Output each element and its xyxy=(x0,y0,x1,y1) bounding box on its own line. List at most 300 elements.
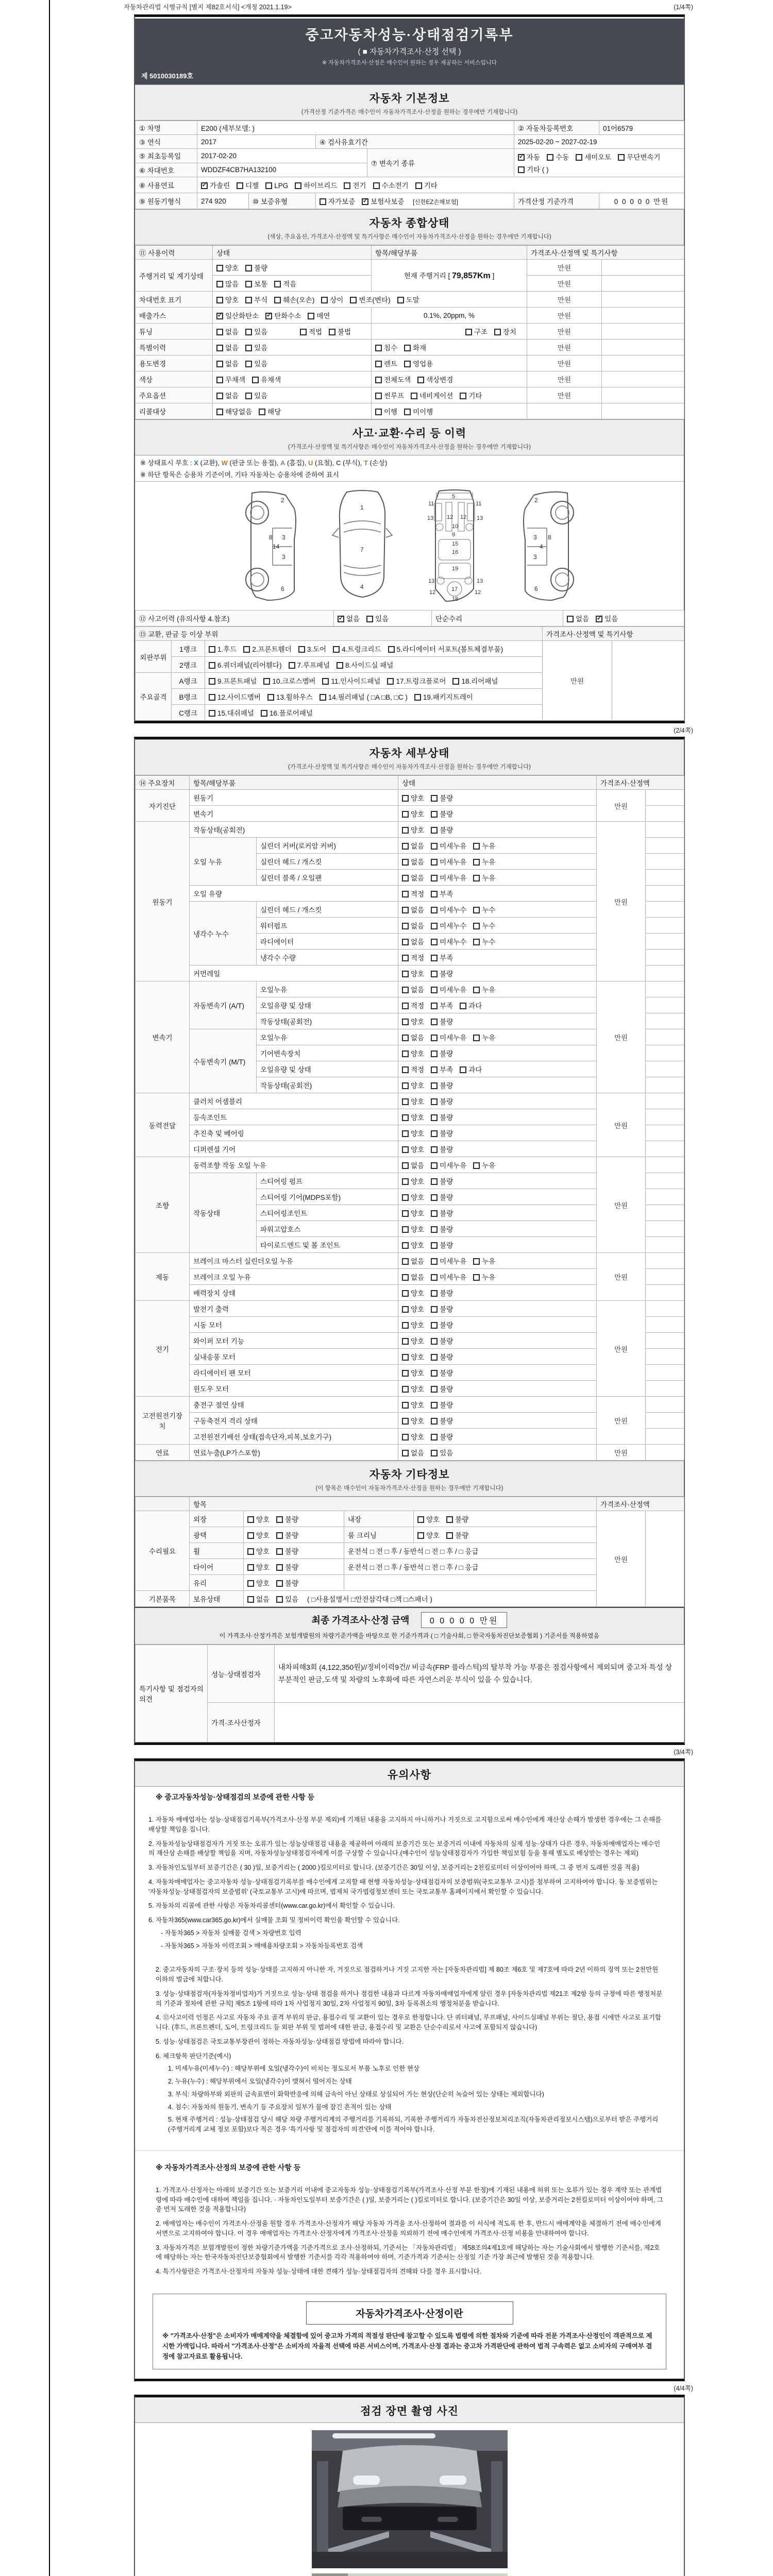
checkbox-option[interactable] xyxy=(460,1000,482,1010)
checkbox-icon[interactable] xyxy=(402,971,409,977)
checkbox-option[interactable] xyxy=(375,406,397,416)
checkbox-option[interactable] xyxy=(265,182,288,190)
checkbox-icon[interactable] xyxy=(337,662,343,669)
checkbox-option[interactable] xyxy=(259,406,281,416)
checkbox-option[interactable] xyxy=(375,374,411,384)
checkbox-icon[interactable] xyxy=(261,710,267,717)
checkbox-checked-icon[interactable] xyxy=(518,154,525,161)
checkbox-icon[interactable] xyxy=(247,1580,254,1587)
checkbox-icon[interactable] xyxy=(320,694,326,701)
checkbox-icon[interactable] xyxy=(402,1066,409,1073)
checkbox-option[interactable] xyxy=(402,1224,424,1234)
checkbox-option[interactable] xyxy=(375,342,397,352)
checkbox-icon[interactable] xyxy=(402,859,409,866)
checkbox-icon[interactable] xyxy=(245,265,252,272)
checkbox-option[interactable] xyxy=(337,659,393,670)
checkbox-option[interactable] xyxy=(431,1447,453,1458)
checkbox-option[interactable] xyxy=(387,675,446,686)
checkbox-icon[interactable] xyxy=(402,1098,409,1105)
checkbox-icon[interactable] xyxy=(252,377,259,383)
checkbox-option[interactable] xyxy=(431,792,453,803)
checkbox-icon[interactable] xyxy=(402,907,409,913)
checkbox-option[interactable] xyxy=(402,1319,424,1330)
checkbox-icon[interactable] xyxy=(216,393,223,399)
checkbox-option[interactable] xyxy=(431,1032,466,1042)
checkbox-icon[interactable] xyxy=(431,1098,438,1105)
checkbox-icon[interactable] xyxy=(460,1066,466,1073)
checkbox-icon[interactable] xyxy=(431,1258,438,1265)
checkbox-icon[interactable] xyxy=(431,891,438,897)
checkbox-icon[interactable] xyxy=(402,1306,409,1313)
checkbox-icon[interactable] xyxy=(259,409,265,415)
checkbox-option[interactable] xyxy=(431,1176,453,1186)
checkbox-option[interactable] xyxy=(274,294,314,304)
checkbox-option[interactable] xyxy=(431,1431,453,1442)
checkbox-icon[interactable] xyxy=(411,393,417,399)
checkbox-icon[interactable] xyxy=(473,859,480,866)
checkbox-option[interactable] xyxy=(209,707,254,718)
checkbox-checked-icon[interactable] xyxy=(216,313,223,319)
checkbox-icon[interactable] xyxy=(431,1130,438,1137)
checkbox-option[interactable] xyxy=(473,856,495,867)
checkbox-icon[interactable] xyxy=(245,361,252,367)
checkbox-option[interactable] xyxy=(276,1546,298,1556)
checkbox-icon[interactable] xyxy=(209,646,215,653)
checkbox-icon[interactable] xyxy=(402,1226,409,1233)
checkbox-icon[interactable] xyxy=(216,409,223,415)
checkbox-icon[interactable] xyxy=(216,329,223,335)
checkbox-option[interactable] xyxy=(243,643,291,654)
checkbox-option[interactable] xyxy=(216,310,259,320)
checkbox-option[interactable] xyxy=(276,1578,298,1588)
checkbox-option[interactable] xyxy=(431,1319,453,1330)
checkbox-option[interactable] xyxy=(402,1415,424,1426)
checkbox-icon[interactable] xyxy=(402,1322,409,1329)
checkbox-icon[interactable] xyxy=(431,1290,438,1297)
checkbox-option[interactable] xyxy=(402,1399,424,1410)
checkbox-icon[interactable] xyxy=(237,182,243,189)
checkbox-option[interactable] xyxy=(431,888,453,899)
checkbox-option[interactable] xyxy=(431,1096,453,1106)
checkbox-option[interactable] xyxy=(402,856,424,867)
checkbox-option[interactable] xyxy=(402,1080,424,1090)
checkbox-option[interactable] xyxy=(308,310,330,320)
checkbox-option[interactable] xyxy=(415,180,438,190)
checkbox-option[interactable] xyxy=(431,904,466,914)
checkbox-option[interactable] xyxy=(320,691,408,702)
checkbox-icon[interactable] xyxy=(404,409,411,415)
checkbox-icon[interactable] xyxy=(402,795,409,802)
checkbox-option[interactable] xyxy=(446,1530,468,1540)
checkbox-icon[interactable] xyxy=(265,182,272,189)
checkbox-icon[interactable] xyxy=(402,1450,409,1456)
checkbox-icon[interactable] xyxy=(431,1035,438,1041)
checkbox-icon[interactable] xyxy=(289,662,295,669)
checkbox-icon[interactable] xyxy=(576,154,582,161)
checkbox-option[interactable] xyxy=(402,1272,424,1282)
checkbox-option[interactable] xyxy=(265,310,301,320)
checkbox-icon[interactable] xyxy=(402,1050,409,1057)
checkbox-option[interactable] xyxy=(247,1562,270,1572)
checkbox-option[interactable] xyxy=(431,1192,453,1202)
checkbox-option[interactable] xyxy=(402,1303,424,1314)
checkbox-option[interactable] xyxy=(576,151,611,162)
checkbox-option[interactable] xyxy=(431,1048,453,1058)
checkbox-option[interactable] xyxy=(245,358,267,368)
checkbox-icon[interactable] xyxy=(300,329,307,335)
checkbox-icon[interactable] xyxy=(245,345,252,351)
checkbox-icon[interactable] xyxy=(247,1532,254,1539)
checkbox-option[interactable] xyxy=(417,1514,440,1524)
checkbox-option[interactable] xyxy=(402,888,424,899)
checkbox-option[interactable] xyxy=(402,952,424,962)
checkbox-option[interactable] xyxy=(402,1128,424,1138)
checkbox-icon[interactable] xyxy=(431,1066,438,1073)
checkbox-icon[interactable] xyxy=(247,1548,254,1555)
checkbox-option[interactable] xyxy=(431,1303,453,1314)
checkbox-option[interactable] xyxy=(247,1578,270,1588)
checkbox-icon[interactable] xyxy=(452,678,459,685)
checkbox-option[interactable] xyxy=(402,904,424,914)
checkbox-icon[interactable] xyxy=(473,875,480,882)
checkbox-option[interactable] xyxy=(411,390,453,400)
checkbox-icon[interactable] xyxy=(245,329,252,335)
checkbox-icon[interactable] xyxy=(402,1290,409,1297)
checkbox-icon[interactable] xyxy=(431,939,438,945)
checkbox-icon[interactable] xyxy=(567,616,574,622)
checkbox-icon[interactable] xyxy=(404,345,411,351)
checkbox-icon[interactable] xyxy=(216,281,223,287)
checkbox-option[interactable] xyxy=(431,1240,453,1250)
checkbox-icon[interactable] xyxy=(298,646,305,653)
checkbox-icon[interactable] xyxy=(460,393,466,399)
checkbox-option[interactable] xyxy=(350,294,390,304)
checkbox-option[interactable] xyxy=(404,406,433,416)
checkbox-option[interactable] xyxy=(333,643,381,654)
checkbox-icon[interactable] xyxy=(494,329,501,335)
checkbox-option[interactable] xyxy=(473,1032,495,1042)
checkbox-option[interactable] xyxy=(245,342,267,352)
checkbox-icon[interactable] xyxy=(431,1019,438,1025)
checkbox-icon[interactable] xyxy=(402,1178,409,1185)
checkbox-option[interactable] xyxy=(473,840,495,851)
checkbox-option[interactable] xyxy=(452,675,498,686)
checkbox-icon[interactable] xyxy=(321,297,328,303)
checkbox-icon[interactable] xyxy=(431,1450,438,1456)
checkbox-option[interactable] xyxy=(216,294,239,304)
checkbox-option[interactable] xyxy=(431,1064,453,1074)
checkbox-icon[interactable] xyxy=(431,1082,438,1089)
checkbox-option[interactable] xyxy=(431,840,466,851)
checkbox-icon[interactable] xyxy=(431,795,438,802)
checkbox-option[interactable] xyxy=(321,294,343,304)
checkbox-icon[interactable] xyxy=(216,361,223,367)
checkbox-icon[interactable] xyxy=(216,265,223,272)
checkbox-option[interactable] xyxy=(431,920,466,930)
checkbox-icon[interactable] xyxy=(473,1035,480,1041)
checkbox-icon[interactable] xyxy=(402,1434,409,1440)
checkbox-icon[interactable] xyxy=(397,297,404,303)
checkbox-icon[interactable] xyxy=(402,1258,409,1265)
checkbox-icon[interactable] xyxy=(245,281,252,287)
checkbox-icon[interactable] xyxy=(402,987,409,993)
checkbox-option[interactable] xyxy=(276,1594,298,1604)
checkbox-icon[interactable] xyxy=(308,313,314,319)
checkbox-option[interactable] xyxy=(247,1530,270,1540)
checkbox-option[interactable] xyxy=(276,1514,298,1524)
checkbox-icon[interactable] xyxy=(402,939,409,945)
checkbox-icon[interactable] xyxy=(375,409,382,415)
checkbox-icon[interactable] xyxy=(267,694,274,701)
checkbox-icon[interactable] xyxy=(402,1386,409,1393)
checkbox-option[interactable] xyxy=(402,872,424,883)
checkbox-icon[interactable] xyxy=(402,1146,409,1153)
checkbox-icon[interactable] xyxy=(344,182,350,189)
checkbox-icon[interactable] xyxy=(431,987,438,993)
checkbox-option[interactable] xyxy=(518,151,540,162)
checkbox-icon[interactable] xyxy=(402,1194,409,1201)
checkbox-icon[interactable] xyxy=(431,1194,438,1201)
checkbox-option[interactable] xyxy=(402,1192,424,1202)
checkbox-icon[interactable] xyxy=(402,1338,409,1345)
checkbox-icon[interactable] xyxy=(263,678,270,685)
checkbox-option[interactable] xyxy=(209,643,237,654)
checkbox-checked-icon[interactable] xyxy=(338,616,344,622)
checkbox-option[interactable] xyxy=(216,390,239,400)
checkbox-icon[interactable] xyxy=(415,182,422,189)
checkbox-icon[interactable] xyxy=(431,955,438,961)
checkbox-option[interactable] xyxy=(402,1447,424,1458)
checkbox-icon[interactable] xyxy=(547,154,553,161)
checkbox-icon[interactable] xyxy=(431,1274,438,1281)
checkbox-checked-icon[interactable] xyxy=(362,198,368,205)
checkbox-icon[interactable] xyxy=(473,987,480,993)
checkbox-icon[interactable] xyxy=(274,281,281,287)
checkbox-option[interactable] xyxy=(216,278,239,289)
checkbox-option[interactable] xyxy=(402,1208,424,1218)
checkbox-option[interactable] xyxy=(216,406,252,416)
checkbox-icon[interactable] xyxy=(431,1210,438,1217)
checkbox-option[interactable] xyxy=(431,1383,453,1394)
checkbox-option[interactable] xyxy=(338,613,360,623)
checkbox-option[interactable] xyxy=(567,613,589,623)
checkbox-option[interactable] xyxy=(375,358,397,368)
checkbox-checked-icon[interactable] xyxy=(201,182,208,189)
checkbox-icon[interactable] xyxy=(460,1003,466,1009)
checkbox-icon[interactable] xyxy=(431,971,438,977)
checkbox-icon[interactable] xyxy=(402,1003,409,1009)
checkbox-option[interactable] xyxy=(267,691,313,702)
checkbox-option[interactable] xyxy=(402,1144,424,1154)
checkbox-option[interactable] xyxy=(402,1287,424,1298)
checkbox-option[interactable] xyxy=(402,1096,424,1106)
checkbox-icon[interactable] xyxy=(247,1564,254,1571)
checkbox-icon[interactable] xyxy=(431,923,438,929)
checkbox-icon[interactable] xyxy=(431,1322,438,1329)
checkbox-icon[interactable] xyxy=(431,1354,438,1361)
checkbox-option[interactable] xyxy=(473,904,495,914)
checkbox-option[interactable] xyxy=(402,808,424,819)
checkbox-icon[interactable] xyxy=(402,1370,409,1377)
checkbox-option[interactable] xyxy=(247,1514,270,1524)
checkbox-checked-icon[interactable] xyxy=(265,313,272,319)
checkbox-icon[interactable] xyxy=(274,297,281,303)
checkbox-option[interactable] xyxy=(402,1032,424,1042)
checkbox-icon[interactable] xyxy=(209,678,215,685)
checkbox-icon[interactable] xyxy=(402,1210,409,1217)
checkbox-option[interactable] xyxy=(431,1000,453,1010)
checkbox-icon[interactable] xyxy=(431,1114,438,1121)
checkbox-icon[interactable] xyxy=(417,1516,424,1523)
checkbox-option[interactable] xyxy=(431,1399,453,1410)
checkbox-icon[interactable] xyxy=(276,1548,283,1555)
checkbox-icon[interactable] xyxy=(375,377,382,383)
checkbox-option[interactable] xyxy=(216,342,239,352)
checkbox-option[interactable] xyxy=(402,1351,424,1362)
checkbox-icon[interactable] xyxy=(431,1146,438,1153)
checkbox-option[interactable] xyxy=(216,326,239,336)
checkbox-icon[interactable] xyxy=(247,1516,254,1523)
checkbox-option[interactable] xyxy=(402,1176,424,1186)
checkbox-option[interactable] xyxy=(402,1048,424,1058)
checkbox-icon[interactable] xyxy=(473,923,480,929)
checkbox-option[interactable] xyxy=(201,180,230,190)
checkbox-icon[interactable] xyxy=(402,955,409,961)
checkbox-icon[interactable] xyxy=(375,393,382,399)
checkbox-option[interactable] xyxy=(431,1128,453,1138)
checkbox-option[interactable] xyxy=(431,856,466,867)
checkbox-icon[interactable] xyxy=(247,1596,254,1603)
checkbox-icon[interactable] xyxy=(209,694,215,701)
checkbox-icon[interactable] xyxy=(431,859,438,866)
checkbox-checked-icon[interactable] xyxy=(596,616,602,622)
checkbox-icon[interactable] xyxy=(276,1596,283,1603)
checkbox-option[interactable] xyxy=(431,1256,466,1266)
checkbox-icon[interactable] xyxy=(431,1386,438,1393)
checkbox-icon[interactable] xyxy=(402,843,409,850)
checkbox-option[interactable] xyxy=(473,920,495,930)
checkbox-option[interactable] xyxy=(518,164,549,174)
checkbox-option[interactable] xyxy=(404,358,433,368)
checkbox-icon[interactable] xyxy=(431,1434,438,1440)
checkbox-icon[interactable] xyxy=(375,345,382,351)
checkbox-icon[interactable] xyxy=(431,1338,438,1345)
checkbox-icon[interactable] xyxy=(329,329,335,335)
checkbox-icon[interactable] xyxy=(402,827,409,834)
checkbox-option[interactable] xyxy=(465,326,488,336)
checkbox-option[interactable] xyxy=(402,792,424,803)
checkbox-option[interactable] xyxy=(289,659,330,670)
checkbox-icon[interactable] xyxy=(216,377,223,383)
checkbox-option[interactable] xyxy=(402,1367,424,1378)
checkbox-icon[interactable] xyxy=(431,1306,438,1313)
checkbox-option[interactable] xyxy=(431,1335,453,1346)
checkbox-icon[interactable] xyxy=(431,827,438,834)
checkbox-icon[interactable] xyxy=(473,1274,480,1281)
checkbox-option[interactable] xyxy=(366,613,389,623)
checkbox-option[interactable] xyxy=(402,1335,424,1346)
checkbox-option[interactable] xyxy=(298,643,326,654)
checkbox-icon[interactable] xyxy=(245,297,252,303)
checkbox-option[interactable] xyxy=(431,1208,453,1218)
checkbox-icon[interactable] xyxy=(245,393,252,399)
checkbox-icon[interactable] xyxy=(402,1242,409,1249)
checkbox-option[interactable] xyxy=(402,824,424,835)
checkbox-option[interactable] xyxy=(417,1530,440,1540)
checkbox-icon[interactable] xyxy=(446,1516,453,1523)
checkbox-icon[interactable] xyxy=(473,907,480,913)
checkbox-icon[interactable] xyxy=(402,1354,409,1361)
checkbox-icon[interactable] xyxy=(473,1162,480,1169)
checkbox-icon[interactable] xyxy=(387,678,394,685)
checkbox-option[interactable] xyxy=(460,1064,482,1074)
checkbox-icon[interactable] xyxy=(618,154,625,161)
checkbox-option[interactable] xyxy=(263,675,315,686)
checkbox-option[interactable] xyxy=(216,374,245,384)
checkbox-icon[interactable] xyxy=(402,1418,409,1425)
checkbox-icon[interactable] xyxy=(431,843,438,850)
checkbox-icon[interactable] xyxy=(402,1130,409,1137)
checkbox-icon[interactable] xyxy=(375,361,382,367)
checkbox-option[interactable] xyxy=(431,1080,453,1090)
checkbox-icon[interactable] xyxy=(295,182,301,189)
checkbox-icon[interactable] xyxy=(276,1516,283,1523)
checkbox-option[interactable] xyxy=(216,262,239,273)
checkbox-option[interactable] xyxy=(209,691,261,702)
checkbox-icon[interactable] xyxy=(431,1418,438,1425)
checkbox-option[interactable] xyxy=(329,326,351,336)
checkbox-option[interactable] xyxy=(252,374,281,384)
checkbox-icon[interactable] xyxy=(333,646,340,653)
checkbox-icon[interactable] xyxy=(417,1532,424,1539)
checkbox-option[interactable] xyxy=(431,872,466,883)
checkbox-icon[interactable] xyxy=(216,345,223,351)
checkbox-icon[interactable] xyxy=(216,297,223,303)
checkbox-option[interactable] xyxy=(431,1415,453,1426)
checkbox-icon[interactable] xyxy=(276,1564,283,1571)
checkbox-icon[interactable] xyxy=(388,646,395,653)
checkbox-option[interactable] xyxy=(402,1112,424,1122)
checkbox-icon[interactable] xyxy=(402,891,409,897)
checkbox-icon[interactable] xyxy=(276,1580,283,1587)
checkbox-option[interactable] xyxy=(431,952,453,962)
checkbox-option[interactable] xyxy=(261,707,313,718)
checkbox-option[interactable] xyxy=(388,643,503,654)
checkbox-option[interactable] xyxy=(274,278,296,289)
checkbox-option[interactable] xyxy=(402,1431,424,1442)
checkbox-icon[interactable] xyxy=(276,1532,283,1539)
checkbox-option[interactable] xyxy=(417,374,453,384)
checkbox-icon[interactable] xyxy=(431,1242,438,1249)
checkbox-option[interactable] xyxy=(245,294,267,304)
checkbox-option[interactable] xyxy=(276,1530,298,1540)
checkbox-icon[interactable] xyxy=(320,198,326,205)
checkbox-option[interactable] xyxy=(295,180,337,190)
checkbox-option[interactable] xyxy=(402,1240,424,1250)
checkbox-icon[interactable] xyxy=(402,1082,409,1089)
checkbox-option[interactable] xyxy=(402,936,424,946)
checkbox-option[interactable] xyxy=(402,984,424,994)
checkbox-icon[interactable] xyxy=(209,662,215,669)
checkbox-option[interactable] xyxy=(596,613,618,623)
checkbox-icon[interactable] xyxy=(465,329,472,335)
checkbox-option[interactable] xyxy=(245,390,267,400)
checkbox-option[interactable] xyxy=(473,1256,495,1266)
checkbox-option[interactable] xyxy=(473,1160,495,1170)
checkbox-icon[interactable] xyxy=(402,1035,409,1041)
checkbox-icon[interactable] xyxy=(402,1274,409,1281)
checkbox-icon[interactable] xyxy=(402,1162,409,1169)
